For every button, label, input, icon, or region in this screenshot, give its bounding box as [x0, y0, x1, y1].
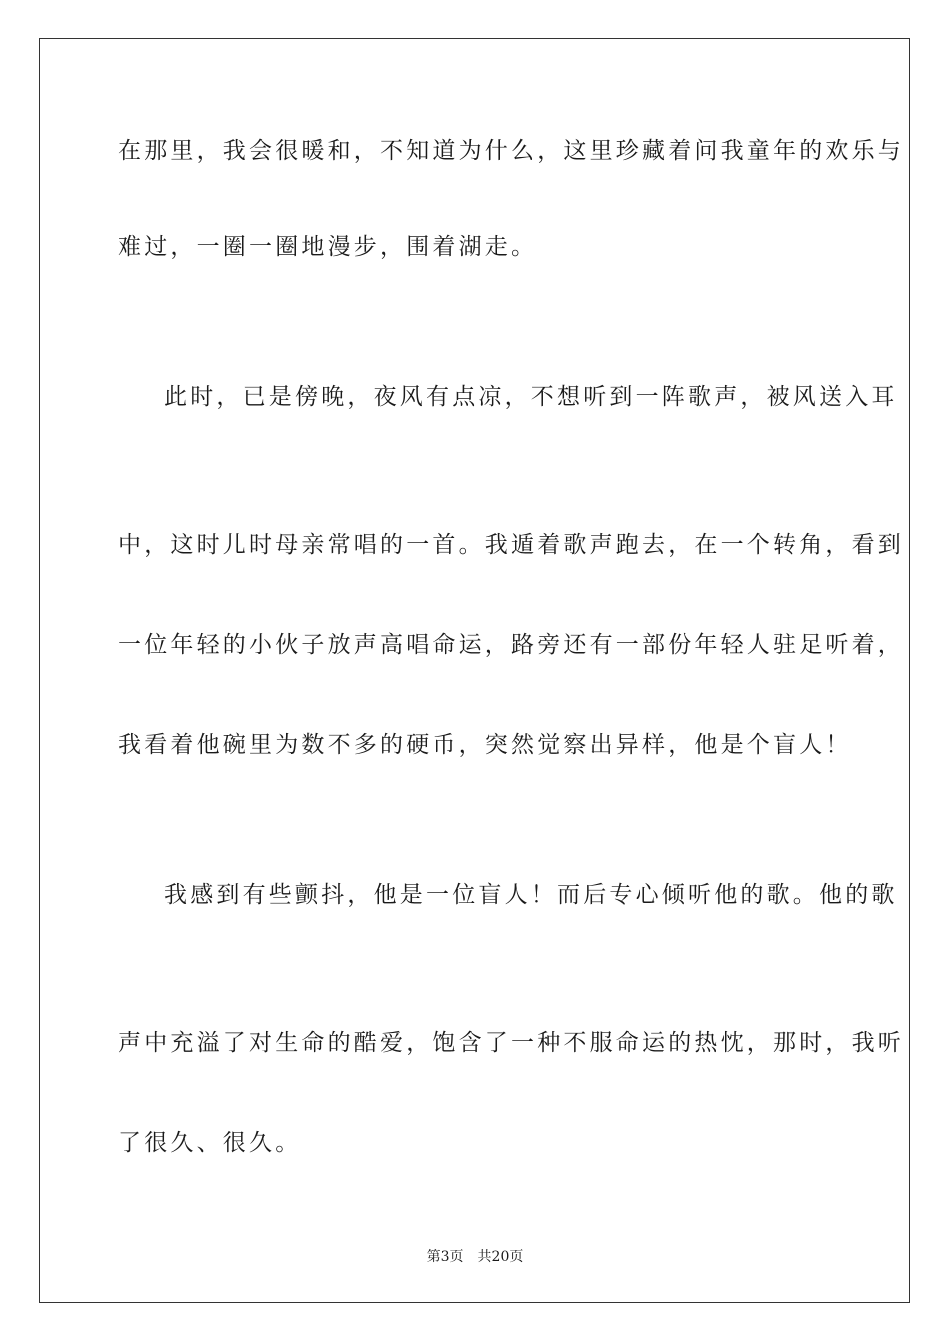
paragraph-line: 中，这时儿时母亲常唱的一首。我遁着歌声跑去，在一个转角，看到 — [118, 532, 904, 558]
total-pages: 共20页 — [477, 1249, 524, 1265]
paragraph-line: 声中充溢了对生命的酷爱，饱含了一种不服命运的热忱，那时，我听 — [118, 1030, 904, 1056]
paragraph-line: 我感到有些颤抖，他是一位盲人！而后专心倾听他的歌。他的歌 — [164, 882, 898, 908]
page-border — [39, 38, 910, 1303]
paragraph-line: 我看着他碗里为数不多的硬币，突然觉察出异样，他是个盲人！ — [118, 732, 852, 758]
page-number: 第3页 — [426, 1249, 464, 1265]
paragraph-line: 此时，已是傍晚，夜风有点凉，不想听到一阵歌声，被风送入耳 — [164, 384, 898, 410]
paragraph-line: 在那里，我会很暖和，不知道为什么，这里珍藏着问我童年的欢乐与 — [118, 138, 904, 164]
paragraph-line: 了很久、很久。 — [118, 1130, 302, 1156]
page-footer — [0, 1248, 950, 1266]
paragraph-line: 难过，一圈一圈地漫步，围着湖走。 — [118, 234, 538, 260]
paragraph-line: 一位年轻的小伙子放声高唱命运，路旁还有一部份年轻人驻足听着， — [118, 632, 904, 658]
